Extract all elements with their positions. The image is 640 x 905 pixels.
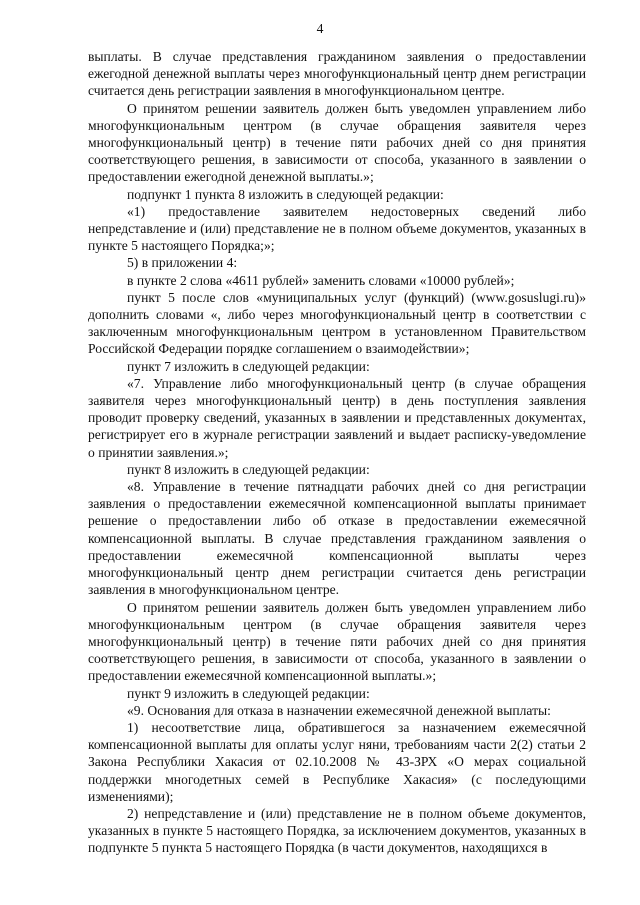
paragraph-8: пункт 7 изложить в следующей редакции:	[127, 358, 370, 374]
paragraph-13: пункт 9 изложить в следующей редакции:	[127, 685, 370, 701]
paragraph-16: 2) непредставление и (или) представление не в полном объеме документов, указанных в пункте 5 настоящего Порядка, за исключением документов, указанных в подпункте 5 пункта 5 настоящего Порядка (в части документов, находящихся в	[88, 805, 586, 856]
paragraph-7: пункт 5 после слов «муниципальных услуг (функций) (www.gosuslugi.ru)» дополнить словами «, либо через многофункциональный центр в соответствии с заключенным многофункциональным центром в установленном Правительством Российской Федерации порядке соглашением о взаимодействии»;	[88, 289, 586, 357]
paragraph-11: «8. Управление в течение пятнадцати рабочих дней со дня регистрации заявления о предоставлении ежемесячной компенсационной выплаты принимает решение о предоставлении либо об отказе в предоставлении ежемесячной компенсационной выплаты. В случае представления гражданином заявления о предоставлении ежемесячной компенсационной выплаты через многофункциональный центр днем регистрации считается день регистрации заявления в многофункциональном центре.	[88, 479, 586, 598]
paragraph-10: пункт 8 изложить в следующей редакции:	[127, 461, 370, 477]
paragraph-3: подпункт 1 пункта 8 изложить в следующей редакции:	[127, 186, 444, 202]
paragraph-2: О принятом решении заявитель должен быть уведомлен управлением либо многофункциональным центром (в случае обращения заявителя через многофункциональный центр) в течение пяти рабочих дней со дня принятия соответствующего решения, в зависимости от способа, указанного в заявлении о предоставлении ежегодной денежной выплаты.»;	[88, 100, 586, 185]
page-number: 4	[316, 21, 324, 36]
paragraph-9: «7. Управление либо многофункциональный центр (в случае обращения заявителя через многофункциональный центр) в день поступления заявления проводит проверку сведений, указанных в заявлении и представленных документах, регистрирует его в журнале регистрации заявлений и выдает расписку-уведомление о принятии заявления.»;	[88, 375, 586, 460]
paragraph-15: 1) несоответствие лица, обратившегося за назначением ежемесячной компенсационной выплаты для оплаты услуг няни, требованиям части 2(2) статьи 2 Закона Республики Хакасия от 02.10.2008 № 43-ЗРХ «О мерах социальной поддержки многодетных семей в Республике Хакасия» (с последующими изменениями);	[88, 719, 586, 804]
paragraph-4: «1) предоставление заявителем недостоверных сведений либо непредставление и (или) представление не в полном объеме документов, указанных в пункте 5 настоящего Порядка;»;	[88, 203, 586, 254]
paragraph-1: выплаты. В случае представления гражданином заявления о предоставлении ежегодной денежной выплаты через многофункциональный центр днем регистрации считается день регистрации заявления в многофункциональном центре.	[88, 49, 586, 99]
paragraph-12: О принятом решении заявитель должен быть уведомлен управлением либо многофункциональным центром (в случае обращения заявителя через многофункциональный центр) в течение пяти рабочих дней со дня принятия соответствующего решения, в зависимости от способа, указанного в заявлении о предоставлении ежемесячной компенсационной выплаты.»;	[88, 599, 586, 684]
document-body	[88, 48, 586, 857]
paragraph-6: в пункте 2 слова «4611 рублей» заменить словами «10000 рублей»;	[127, 272, 515, 288]
paragraph-14: «9. Основания для отказа в назначении ежемесячной денежной выплаты:	[127, 702, 551, 718]
paragraph-5: 5) в приложении 4:	[127, 255, 238, 271]
